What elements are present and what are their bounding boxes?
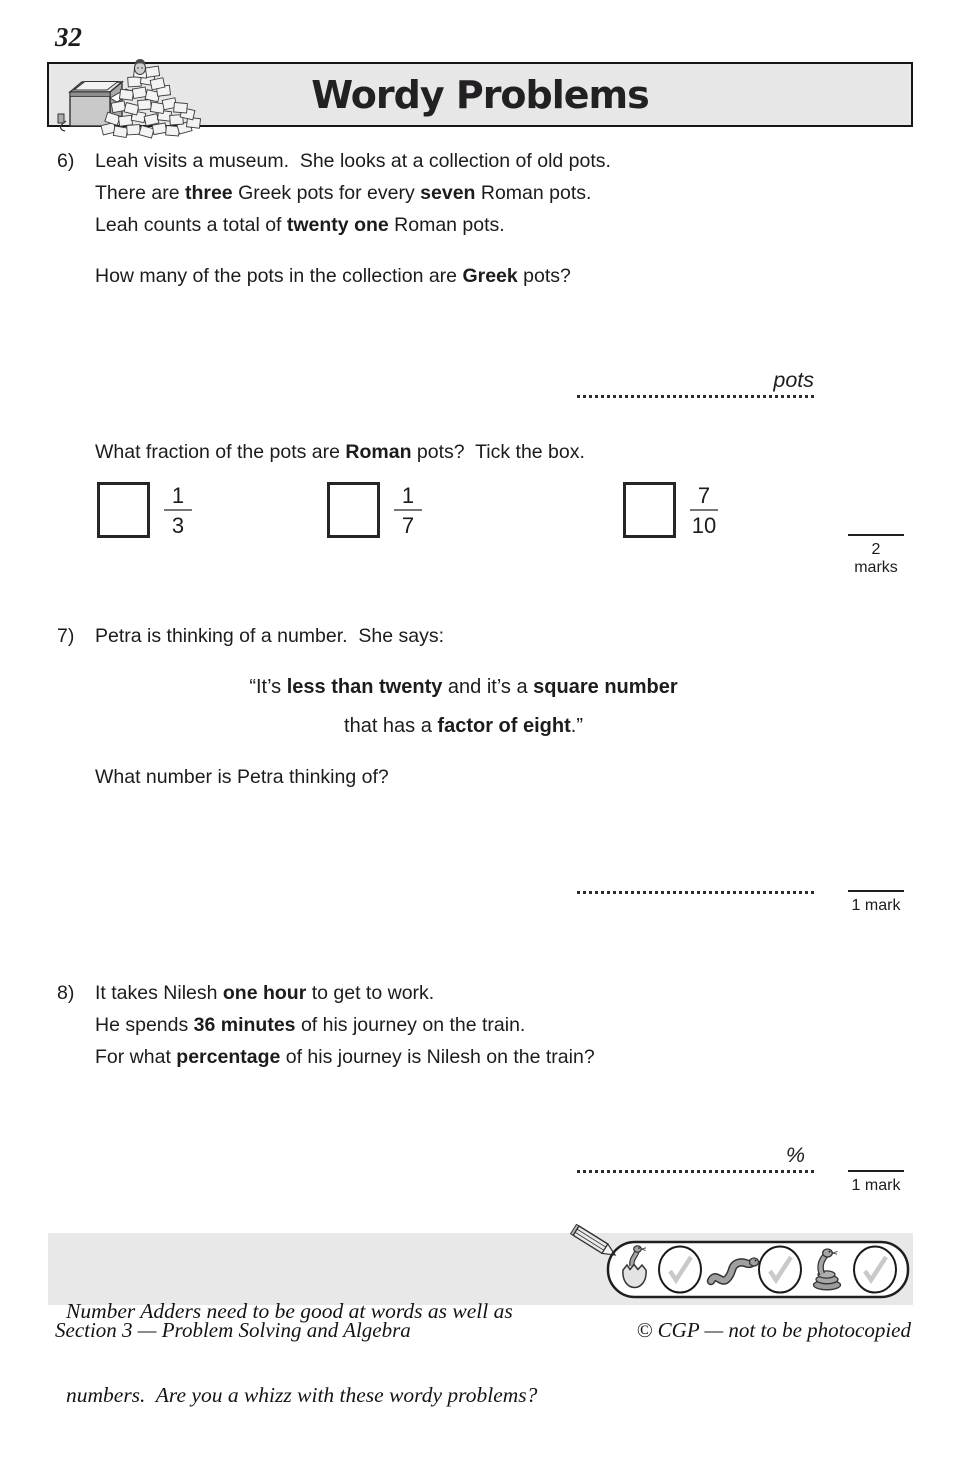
q6-answer-line[interactable] [577, 367, 814, 398]
numerator: 1 [171, 482, 185, 508]
denominator: 7 [401, 512, 415, 538]
fraction-7-10 [690, 484, 718, 537]
check-circle-1[interactable] [659, 1247, 701, 1293]
fraction-1-3 [164, 484, 192, 537]
marks-rule [848, 890, 904, 892]
photocopier-paper-pile-icon [56, 58, 206, 138]
marks-rule [848, 534, 904, 536]
footer [55, 1318, 911, 1343]
page-title: Wordy Problems [311, 72, 649, 117]
question-8 [57, 977, 902, 1073]
q7-quote-line2: that has a factor of eight.” [344, 715, 583, 737]
question-6 [57, 145, 902, 292]
marks-rule [848, 1170, 904, 1172]
pencil-icon [571, 1224, 618, 1259]
q6-line1: Leah visits a museum. She looks at a collection of old pots. [95, 150, 611, 172]
q8-line2: He spends 36 minutes of his journey on the train. [95, 1014, 526, 1036]
q8-line3: For what percentage of his journey is Nilesh on the train? [95, 1046, 595, 1068]
q8-answer-line[interactable] [577, 1142, 814, 1173]
numerator: 7 [697, 482, 711, 508]
q7-quote-line1: “It’s less than twenty and it’s a square number [249, 676, 678, 698]
fraction-1-7 [394, 484, 422, 537]
q8-marks: 1 mark [848, 1170, 904, 1195]
question-8-number: 8) [57, 982, 75, 1004]
q7-line1: Petra is thinking of a number. She says: [95, 625, 445, 647]
q7-marks: 1 mark [848, 890, 904, 915]
numerator: 1 [401, 482, 415, 508]
question-6-number: 6) [57, 150, 75, 172]
q6-line4: How many of the pots in the collection are Greek pots? [95, 265, 571, 287]
q6-answer-unit: pots [773, 368, 814, 392]
footer-section: Section 3 — Problem Solving and Algebra [55, 1318, 411, 1342]
fraction-bar [690, 509, 718, 511]
q6-line2: There are three Greek pots for every seven Roman pots. [95, 182, 592, 204]
fraction-option-3 [623, 482, 718, 538]
note-text: Number Adders need to be good at words as well as numbers. Are you a whizz with these wordy problems? [66, 1299, 538, 1407]
denominator: 3 [171, 512, 185, 538]
footer-copyright: © CGP — not to be photocopied [636, 1318, 911, 1342]
fraction-bar [164, 509, 192, 511]
fraction-option-2 [327, 482, 422, 538]
q6-marks: 2 marks [848, 534, 904, 577]
self-assessment-panel [575, 1224, 915, 1304]
fraction-checkbox-1[interactable] [97, 482, 150, 538]
q7-line2: What number is Petra thinking of? [95, 766, 389, 788]
question-7 [57, 620, 902, 652]
q8-line1: It takes Nilesh one hour to get to work. [95, 982, 435, 1004]
fraction-checkbox-3[interactable] [623, 482, 676, 538]
fraction-checkbox-2[interactable] [327, 482, 380, 538]
question-7-number: 7) [57, 625, 75, 647]
q6-line3: Leah counts a total of twenty one Roman pots. [95, 214, 505, 236]
q6-fraction-prompt: What fraction of the pots are Roman pots? Tick the box. [95, 441, 585, 463]
fraction-bar [394, 509, 422, 511]
fraction-option-1 [97, 482, 192, 538]
page-number: 32 [55, 22, 82, 52]
denominator: 10 [691, 512, 717, 538]
check-circle-3[interactable] [854, 1247, 896, 1293]
q8-answer-unit: % [785, 1143, 805, 1167]
check-circle-2[interactable] [759, 1247, 801, 1293]
q7-answer-line[interactable] [577, 863, 814, 894]
